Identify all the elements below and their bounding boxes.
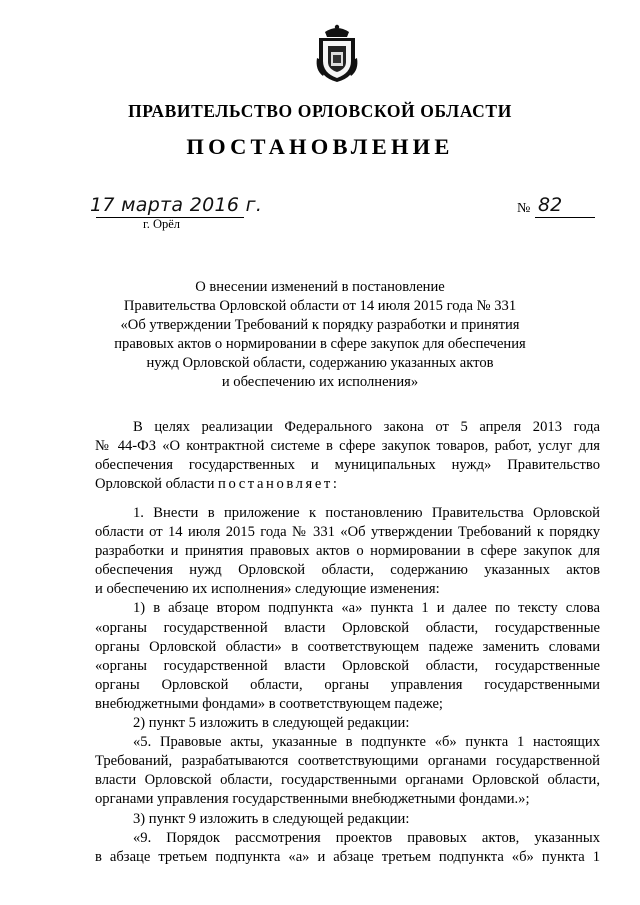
decree-date: 17 марта 2016 г. (90, 194, 263, 216)
preamble-line (95, 475, 600, 494)
title-line: Правительства Орловской области от 14 июля 2015 года № 331 (123, 298, 517, 315)
number-underline (535, 217, 595, 218)
title-line: и обеспечению их исполнения» (221, 374, 419, 391)
item-line: разработки и принятия правовых актов о нормировании в сфере закупок для (95, 543, 600, 560)
item-line: «органы государственной власти Орловской области, государственные (95, 657, 600, 674)
number-label: № (517, 201, 531, 216)
item-line: «органы государственной власти Орловской области, государственные (95, 619, 600, 636)
preamble (95, 418, 600, 494)
title-line: правовых актов о нормировании в сфере закупок для обеспечения (114, 336, 526, 353)
preamble-line-prefix: Орловской области (95, 476, 219, 493)
item-line: области от 14 июля 2015 года № 331 «Об утверждении Требований к порядку (95, 524, 600, 541)
item-line: обеспечения нужд Орловской области, содержанию указанных актов (95, 562, 600, 579)
title-line: «Об утверждении Требований к порядку разработки и принятия (120, 317, 520, 334)
quote-line: «5. Правовые акты, указанные в подпункте «б» пункта 1 настоящих (133, 734, 600, 751)
title-line: нужд Орловской области, содержанию указанных актов (146, 355, 494, 372)
item-line: органы Орловской области» в соответствующем падеже заменить словами (95, 638, 600, 655)
coat-of-arms-icon (315, 22, 359, 84)
resolves-word: постановляет: (218, 476, 340, 493)
quote-line: органами управления государственными внебюджетными фондами.»; (95, 791, 530, 808)
quote-line: власти Орловской области, государственными органами Орловской области, (95, 772, 600, 789)
preamble-line: В целях реализации Федерального закона от 5 апреля 2013 года (133, 419, 600, 435)
item-line: 1) в абзаце втором подпункта «а» пункта 1 и далее по тексту слова (133, 600, 600, 617)
decree-number: 82 (538, 194, 563, 216)
quote-line: в абзаце третьем подпункта «а» и абзаце третьем подпункта «б» пункта 1 (95, 848, 600, 865)
preamble-line: обеспечения государственных и муниципальных нужд» Правительство (95, 457, 600, 474)
preamble-line: № 44-ФЗ «О контрактной системе в сфере закупок товаров, работ, услуг для (95, 438, 600, 455)
decree-title (60, 278, 580, 393)
quote-line: Требований, разрабатываются соответствующими органами государственной (95, 753, 600, 770)
title-line: О внесении изменений в постановление (195, 279, 445, 295)
decree-city: г. Орёл (143, 217, 181, 231)
quote-line: «9. Порядок рассмотрения проектов правовых актов, указанных (133, 829, 600, 846)
item-line: внебюджетными фондами» в соответствующем падеже; (95, 695, 443, 712)
decree-items (95, 504, 600, 867)
decree-type: ПОСТАНОВЛЕНИЕ (186, 134, 454, 159)
government-name: ПРАВИТЕЛЬСТВО ОРЛОВСКОЙ ОБЛАСТИ (128, 101, 512, 121)
item-line: 1. Внести в приложение к постановлению Правительства Орловской (133, 505, 600, 521)
item-line: и обеспечению их исполнения» следующие изменения: (95, 581, 440, 598)
item-line: 2) пункт 5 изложить в следующей редакции: (133, 715, 410, 732)
item-line: органы Орловской области, органы управления государственными (95, 676, 600, 693)
item-line: 3) пункт 9 изложить в следующей редакции: (133, 810, 410, 827)
